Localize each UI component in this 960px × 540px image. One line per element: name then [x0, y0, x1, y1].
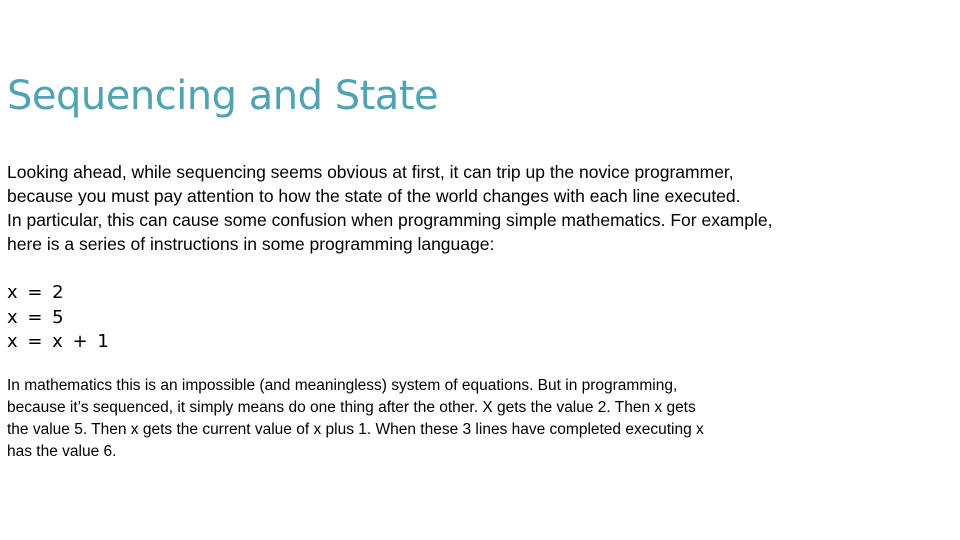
code-example — [7, 281, 111, 355]
explanation-line: because it’s sequenced, it simply means do one thing after the other. X gets the value 2. Then x gets — [7, 399, 696, 416]
intro-line: because you must pay attention to how the state of the world changes with each line executed. — [7, 186, 741, 206]
intro-line: In particular, this can cause some confusion when programming simple mathematics. For example, — [7, 210, 773, 230]
explanation-paragraph — [7, 375, 907, 463]
explanation-line: the value 5. Then x gets the current value of x plus 1. When these 3 lines have completed executing x — [7, 421, 704, 438]
code-line: x = x + 1 — [7, 331, 111, 352]
explanation-line: has the value 6. — [7, 443, 117, 460]
code-line: x = 5 — [7, 306, 66, 328]
code-line: x = 2 — [7, 282, 66, 303]
intro-line: here is a series of instructions in some programming language: — [7, 234, 495, 254]
intro-line: Looking ahead, while sequencing seems obvious at first, it can trip up the novice programmer, — [7, 162, 734, 182]
slide-title: Sequencing and State — [7, 73, 439, 119]
intro-paragraph — [7, 160, 947, 256]
explanation-line: In mathematics this is an impossible (and meaningless) system of equations. But in programming, — [7, 377, 678, 394]
